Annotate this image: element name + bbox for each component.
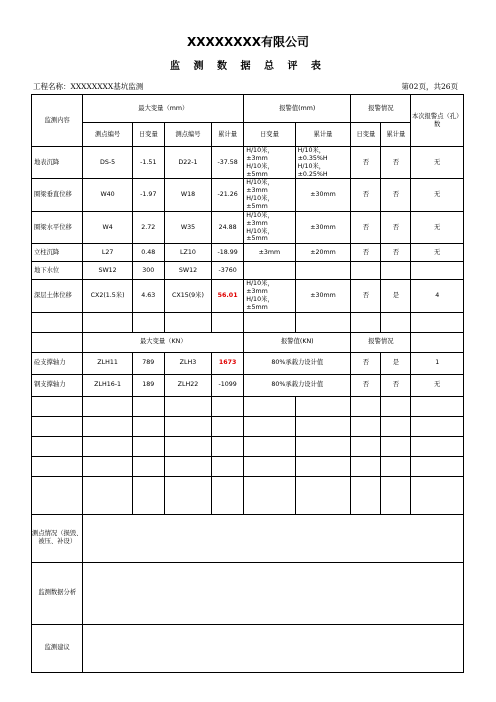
empty-cell — [381, 312, 411, 332]
summary-table — [31, 94, 464, 673]
status-daily: 否 — [351, 280, 381, 312]
daily-change: -1.97 — [132, 179, 164, 211]
empty-cell — [212, 476, 244, 514]
table-row — [32, 374, 464, 396]
status-daily: 否 — [351, 211, 381, 243]
empty-cell — [164, 416, 211, 436]
table-row — [32, 280, 464, 312]
alarm-value-kn-header: 报警值(KN) — [244, 332, 351, 352]
status-cumulative: 否 — [381, 179, 411, 211]
alarm-count: 1 — [411, 352, 464, 374]
empty-cell — [411, 476, 464, 514]
empty-cell — [351, 416, 381, 436]
project-name: 工程名称：XXXXXXXX基坑监测 — [33, 82, 144, 91]
empty-cell — [381, 396, 411, 416]
status-cumulative: 否 — [381, 244, 411, 262]
point-no-2: D22-1 — [164, 147, 211, 179]
table-row — [32, 147, 464, 179]
status-daily: 否 — [351, 244, 381, 262]
monitor-item: 砼支撑轴力 — [32, 352, 83, 374]
point-no-2: W18 — [164, 179, 211, 211]
monitor-item: 立柱沉降 — [32, 244, 83, 262]
alarm-daily-line-1: H/10米，±3mm — [246, 147, 274, 162]
empty-cell — [351, 456, 381, 476]
alarm-daily-line-2: H/10米，±5mm — [246, 227, 274, 243]
point-no: W4 — [83, 211, 132, 243]
empty-cell — [212, 312, 244, 332]
point-no: L27 — [83, 244, 132, 262]
point-no: ZLH16-1 — [83, 374, 132, 396]
max-change-header: 最大变量（mm） — [83, 95, 244, 123]
suggestion-label: 监测建议 — [32, 624, 83, 672]
table-row — [32, 244, 464, 262]
status-daily: 否 — [351, 374, 381, 396]
empty-cell — [411, 312, 464, 332]
cumulative: -37.58 — [212, 147, 244, 179]
alarm-cumulative — [295, 262, 351, 280]
daily-change: 0.48 — [132, 244, 164, 262]
empty-cell — [295, 416, 351, 436]
point-status-label: 测点情况（损毁、被压、补设） — [32, 514, 83, 562]
empty-cell — [32, 436, 83, 456]
max-change-kn-header: 最大变量（KN） — [83, 332, 244, 352]
alarm-count — [411, 262, 464, 280]
alarm-daily-line-2: H/10米，±5mm — [246, 162, 274, 178]
alarm-cumulative-line-2: H/10米，±0.25%H — [297, 162, 328, 178]
status-cumulative: 否 — [381, 147, 411, 179]
point-no: SW12 — [83, 262, 132, 280]
empty-cell — [244, 396, 295, 416]
analysis-content — [83, 562, 464, 624]
empty-cell — [411, 436, 464, 456]
cumulative: 24.88 — [212, 211, 244, 243]
empty-cell — [32, 396, 83, 416]
alarm-value: 80%承载力设计值 — [244, 374, 351, 396]
monitor-item: 深层土体位移 — [32, 280, 83, 312]
table-row — [32, 352, 464, 374]
empty-cell — [411, 456, 464, 476]
table-row — [32, 211, 464, 243]
status-daily-header: 日变量 — [351, 123, 381, 147]
cumulative: -18.99 — [212, 244, 244, 262]
alarm-cumulative: ±30mm — [295, 211, 351, 243]
point-no-header: 测点编号 — [83, 123, 132, 147]
alarm-daily — [244, 147, 295, 179]
empty-cell — [411, 416, 464, 436]
alarm-daily-line-1: H/10米，±3mm — [246, 280, 274, 296]
empty-cell — [295, 312, 351, 332]
point-no: ZLH11 — [83, 352, 132, 374]
empty-cell — [295, 396, 351, 416]
empty-cell — [132, 456, 164, 476]
empty-cell — [295, 436, 351, 456]
empty-cell — [32, 476, 83, 514]
empty-cell — [295, 456, 351, 476]
monitor-item: 地下水位 — [32, 262, 83, 280]
point-no: W40 — [83, 179, 132, 211]
empty-cell — [351, 436, 381, 456]
alarm-daily — [244, 211, 295, 243]
daily-change: 4.63 — [132, 280, 164, 312]
cumulative: 56.01 — [212, 280, 244, 312]
report-subtitle: 监 测 数 据 总 评 表 — [170, 61, 326, 72]
alarm-daily-header: 日变量 — [244, 123, 295, 147]
empty-cell — [212, 456, 244, 476]
empty-cell — [244, 312, 295, 332]
empty-cell — [164, 436, 211, 456]
alarm-cumulative: ±20mm — [295, 244, 351, 262]
empty-cell — [244, 456, 295, 476]
alarm-count: 无 — [411, 244, 464, 262]
alarm-status-header: 报警情况 — [351, 95, 411, 123]
alarm-count: 无 — [411, 147, 464, 179]
cumulative: 1673 — [212, 352, 244, 374]
alarm-daily-line-1: H/10米，±3mm — [246, 211, 274, 227]
monitor-item: 地表沉降 — [32, 147, 83, 179]
empty-cell — [32, 312, 83, 332]
empty-cell — [32, 456, 83, 476]
alarm-value-header: 报警值(mm) — [244, 95, 351, 123]
status-cumulative — [381, 262, 411, 280]
status-daily: 否 — [351, 147, 381, 179]
alarm-daily: ±3mm — [244, 244, 295, 262]
status-cumulative: 否 — [381, 374, 411, 396]
daily-change: 2.72 — [132, 211, 164, 243]
daily-change: 789 — [132, 352, 164, 374]
point-no-2: CX15(9米) — [164, 280, 211, 312]
cumulative-header: 累计量 — [212, 123, 244, 147]
empty-cell — [83, 436, 132, 456]
empty-cell — [381, 476, 411, 514]
empty-cell — [132, 312, 164, 332]
status-cumulative: 是 — [381, 352, 411, 374]
daily-change-header: 日变量 — [132, 123, 164, 147]
table-row — [32, 179, 464, 211]
daily-change: -1.51 — [132, 147, 164, 179]
monitor-item: 圈梁垂直位移 — [32, 179, 83, 211]
alarm-daily-line-2: H/10米，±5mm — [246, 195, 274, 211]
alarm-status-header-2: 报警情况 — [351, 332, 411, 352]
status-daily: 否 — [351, 352, 381, 374]
analysis-label: 监测数据分析 — [32, 562, 83, 624]
empty-cell — [244, 436, 295, 456]
daily-change: 300 — [132, 262, 164, 280]
status-daily: 否 — [351, 179, 381, 211]
empty-cell — [83, 456, 132, 476]
alarm-daily — [244, 280, 295, 312]
cumulative: -3760 — [212, 262, 244, 280]
alarm-count-header: 本次报警点（孔）数 — [411, 95, 464, 147]
empty-cell — [381, 416, 411, 436]
empty-cell — [411, 332, 464, 352]
point-no-2: W35 — [164, 211, 211, 243]
alarm-daily-line-1: H/10米，±3mm — [246, 179, 274, 195]
monitor-item: 钢支撑轴力 — [32, 374, 83, 396]
alarm-count: 无 — [411, 211, 464, 243]
empty-cell — [83, 312, 132, 332]
suggestion-content — [83, 624, 464, 672]
empty-cell — [132, 416, 164, 436]
alarm-count: 无 — [411, 374, 464, 396]
empty-cell — [212, 396, 244, 416]
empty-cell — [32, 416, 83, 436]
empty-cell — [381, 436, 411, 456]
point-no-2: ZLH22 — [164, 374, 211, 396]
alarm-count: 无 — [411, 179, 464, 211]
point-no: DS-5 — [83, 147, 132, 179]
empty-cell — [83, 396, 132, 416]
alarm-cumulative-header: 累计量 — [295, 123, 351, 147]
status-daily — [351, 262, 381, 280]
monitor-content-header: 监测内容 — [32, 95, 83, 147]
alarm-daily — [244, 262, 295, 280]
empty-cell — [212, 416, 244, 436]
empty-cell — [83, 416, 132, 436]
empty-cell — [295, 476, 351, 514]
empty-cell — [411, 396, 464, 416]
point-no: CX2(1.5米) — [83, 280, 132, 312]
alarm-daily-line-2: H/10米，±5mm — [246, 296, 274, 311]
status-cumulative: 是 — [381, 280, 411, 312]
empty-cell — [351, 312, 381, 332]
point-status-content — [83, 514, 464, 562]
empty-cell — [132, 476, 164, 514]
empty-cell — [351, 396, 381, 416]
status-cumulative-header: 累计量 — [381, 123, 411, 147]
empty-cell — [164, 396, 211, 416]
alarm-daily — [244, 179, 295, 211]
point-no-2: SW12 — [164, 262, 211, 280]
empty-cell — [132, 436, 164, 456]
empty-cell — [244, 416, 295, 436]
alarm-cumulative: ±30mm — [295, 179, 351, 211]
page-number: 第02页，共26页 — [401, 82, 458, 91]
empty-cell — [244, 476, 295, 514]
alarm-value: 80%承载力设计值 — [244, 352, 351, 374]
status-cumulative: 否 — [381, 211, 411, 243]
empty-cell — [164, 476, 211, 514]
daily-change: 189 — [132, 374, 164, 396]
empty-cell — [164, 312, 211, 332]
empty-cell — [351, 476, 381, 514]
empty-cell — [164, 456, 211, 476]
cumulative: -21.26 — [212, 179, 244, 211]
alarm-cumulative — [295, 147, 351, 179]
company-title: XXXXXXXX有限公司 — [186, 35, 310, 49]
alarm-cumulative: ±30mm — [295, 280, 351, 312]
table-row — [32, 262, 464, 280]
monitor-item: 圈梁水平位移 — [32, 211, 83, 243]
cumulative: -1099 — [212, 374, 244, 396]
empty-cell — [212, 436, 244, 456]
empty-cell — [32, 332, 83, 352]
point-no-2: LZ10 — [164, 244, 211, 262]
empty-cell — [381, 456, 411, 476]
point-no-2: ZLH3 — [164, 352, 211, 374]
point-no-header-2: 测点编号 — [164, 123, 211, 147]
empty-cell — [83, 476, 132, 514]
alarm-count: 4 — [411, 280, 464, 312]
empty-cell — [132, 396, 164, 416]
alarm-cumulative-line-1: H/10米，±0.35%H — [297, 147, 328, 162]
